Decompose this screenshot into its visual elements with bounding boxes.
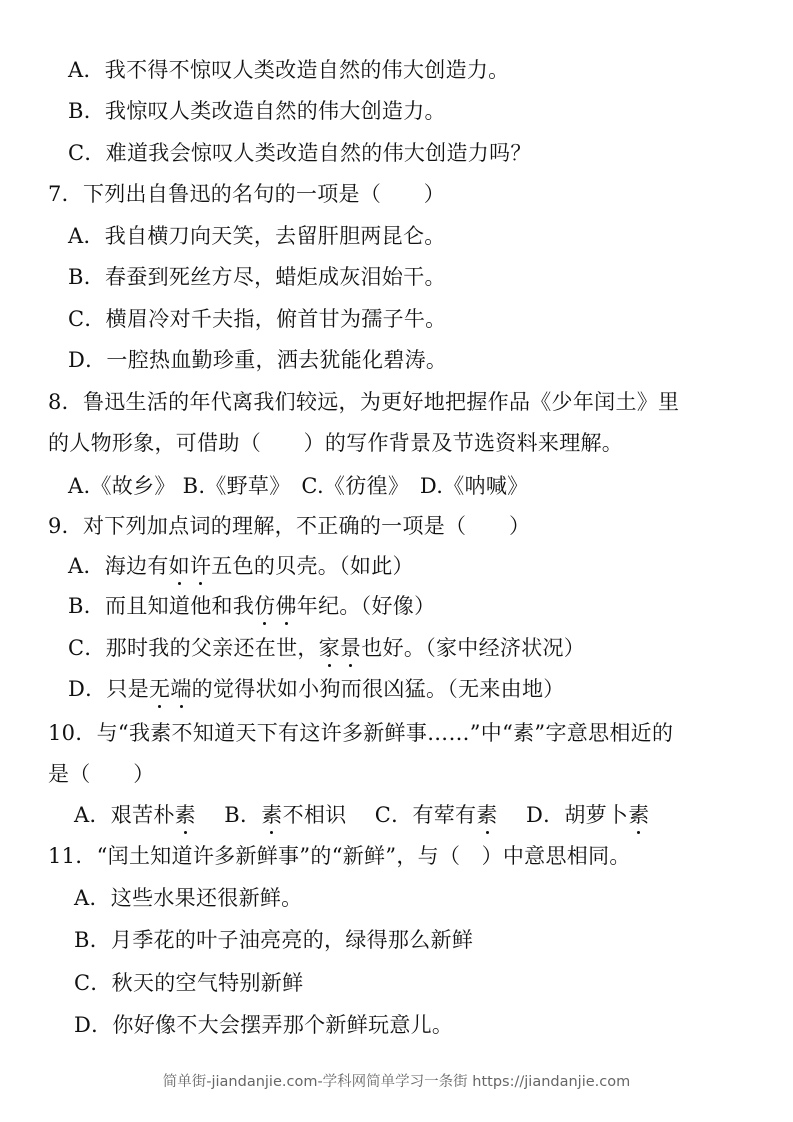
text-segment: B．我惊叹人类改造自然的伟大创造力。: [68, 99, 446, 123]
option-line: [68, 552, 414, 580]
emphasized-char: 佛: [275, 594, 297, 618]
option-line: [74, 969, 303, 997]
option-line: [68, 139, 532, 167]
text-segment: 的觉得状如小狗而很凶猛。（无来由地）: [191, 677, 565, 701]
text-segment: 也好。（家中经济状况）: [361, 636, 586, 660]
text-segment: 年纪。（好像）: [296, 594, 436, 618]
text-segment: D．一腔热血勤珍重，洒去犹能化碧涛。: [68, 348, 448, 372]
option-line: [68, 263, 446, 291]
option-line: [68, 592, 435, 620]
emphasized-char: 许: [189, 554, 212, 578]
text-segment: C．横眉冷对千夫指，俯首甘为孺子牛。: [68, 307, 447, 331]
footer-watermark: 简单街-jiandanjie.com-学科网简单学习一条街 https://jiandanjie.com: [162, 1074, 631, 1090]
question-line: [48, 388, 679, 416]
text-segment: 7．下列出自鲁迅的名句的一项是（ ）: [48, 182, 446, 206]
text-segment: B．: [195, 803, 262, 827]
option-line: [68, 472, 528, 500]
emphasized-char: 素: [628, 803, 650, 827]
text-segment: B．月季花的叶子油亮亮的，绿得那么新鲜: [74, 928, 474, 952]
text-segment: A．这些水果还很新鲜。: [74, 886, 303, 910]
question-line: [48, 180, 445, 208]
text-segment: A．我自横刀向天笑，去留肝胆两昆仑。: [68, 224, 446, 248]
text-segment: A.《故乡》 B.《野草》 C.《彷徨》 D.《呐喊》: [68, 474, 529, 498]
emphasized-char: 素: [261, 803, 283, 827]
option-line: [68, 222, 446, 250]
text-segment: 不相识 C．有荤有: [282, 803, 477, 827]
emphasized-char: 无: [149, 677, 171, 701]
text-segment: B．春蚕到死丝方尽，蜡炬成灰泪始干。: [68, 265, 446, 289]
option-line: [68, 675, 565, 703]
text-segment: 9．对下列加点词的理解，不正确的一项是（ ）: [48, 514, 531, 538]
question-line: [48, 429, 623, 457]
text-segment: D．胡萝卜: [497, 803, 629, 827]
option-line: [68, 97, 446, 125]
text-segment: 8．鲁迅生活的年代离我们较远，为更好地把握作品《少年闰土》里: [48, 390, 680, 414]
text-segment: 的人物形象，可借助（ ）的写作背景及节选资料来理解。: [48, 431, 624, 455]
text-segment: 是（ ）: [48, 762, 155, 786]
text-segment: D．只是: [68, 677, 150, 701]
question-line: [48, 760, 155, 788]
emphasized-char: 如: [168, 554, 190, 578]
text-segment: 11．“闰土知道许多新鲜事”的“新鲜”，与（ ）中意思相同。: [48, 844, 631, 868]
text-segment: C．那时我的父亲还在世，: [68, 636, 319, 660]
text-segment: C．秋天的空气特别新鲜: [74, 971, 304, 995]
option-line: [68, 56, 509, 84]
text-segment: A．我不得不惊叹人类改造自然的伟大创造力。: [68, 58, 510, 82]
text-segment: B．而且知道他和我: [68, 594, 255, 618]
option-line: [74, 801, 650, 829]
emphasized-char: 素: [174, 803, 196, 827]
text-segment: A．艰苦朴: [74, 803, 175, 827]
text-segment: 五色的贝壳。（如此）: [211, 554, 414, 578]
option-line: [74, 884, 302, 912]
option-line: [74, 926, 473, 954]
option-line: [68, 346, 447, 374]
question-line: [48, 512, 530, 540]
text-segment: C．难道我会惊叹人类改造自然的伟大创造力吗？: [68, 141, 532, 165]
option-line: [68, 634, 585, 662]
text-segment: A．海边有: [68, 554, 169, 578]
emphasized-char: 家: [318, 636, 340, 660]
option-line: [68, 305, 446, 333]
text-segment: 10．与“我素不知道天下有这许多新鲜事……”中“素”字意思相近的: [48, 721, 674, 745]
text-segment: D．你好像不大会摆弄那个新鲜玩意儿。: [74, 1013, 454, 1037]
emphasized-char: 景: [339, 636, 362, 660]
option-line: [74, 1011, 453, 1039]
question-line: [48, 719, 673, 747]
emphasized-char: 端: [170, 677, 192, 701]
emphasized-char: 仿: [254, 594, 276, 618]
question-line: [48, 842, 631, 870]
emphasized-char: 素: [476, 803, 498, 827]
